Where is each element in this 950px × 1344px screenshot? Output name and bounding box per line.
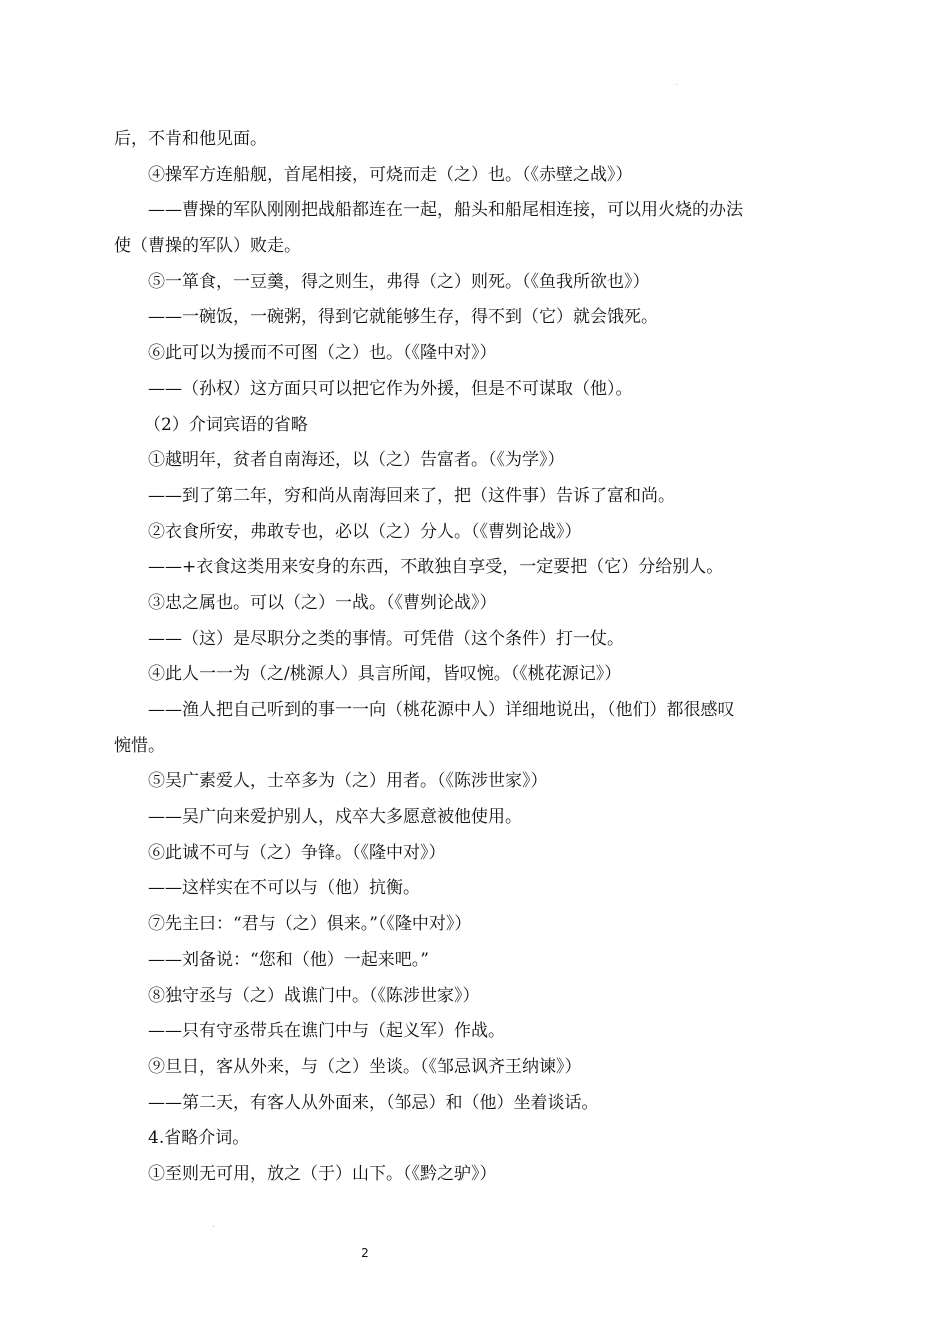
page-body [114, 122, 834, 1193]
translation-line: ——吴广向来爱护别人，戍卒大多愿意被他使用。 [148, 807, 522, 828]
translation-line: ——（孙权）这方面只可以把它作为外援，但是不可谋取（他）。 [148, 378, 633, 399]
example-sentence: ⑥此可以为援而不可图（之）也。（《隆中对》） [148, 343, 497, 364]
example-sentence: ⑤吴广素爱人，士卒多为（之）用者。（《陈涉世家》） [148, 771, 548, 792]
example-sentence: ①至则无可用，放之（于）山下。（《黔之驴》） [148, 1163, 497, 1184]
translation-line: ——刘备说：“您和（他）一起来吧。” [148, 949, 429, 970]
translation-line: ——（这）是尽职分之类的事情。可凭借（这个条件）打一仗。 [148, 628, 624, 649]
section-heading: （2）介词宾语的省略 [144, 414, 308, 435]
translation-line: ——到了第二年，穷和尚从南海回来了，把（这件事）告诉了富和尚。 [148, 485, 675, 506]
page-number: 2 [361, 1246, 369, 1260]
example-sentence: ⑧独守丞与（之）战谯门中。（《陈涉世家》） [148, 985, 480, 1006]
example-sentence: ⑤一箪食，一豆羹，得之则生，弗得（之）则死。（《鱼我所欲也》） [148, 271, 650, 292]
translation-line: ——渔人把自己听到的事一一向（桃花源中人）详细地说出，（他们）都很感叹 [148, 700, 735, 720]
translation-line: ——+衣食这类用来安身的东西，不敢独自享受，一定要把（它）分给别人。 [148, 557, 724, 578]
example-sentence: ②衣食所安，弗敢专也，必以（之）分人。（《曹刿论战》） [148, 521, 582, 542]
example-sentence: ①越明年，贫者自南海还，以（之）告富者。（《为学》） [148, 450, 565, 471]
scan-speck [676, 84, 677, 85]
example-sentence: ④此人一一为（之/桃源人）具言所闻，皆叹惋。（《桃花源记》） [148, 664, 622, 685]
translation-line: ——这样实在不可以与（他）抗衡。 [148, 878, 420, 899]
example-sentence: ④操军方连船舰，首尾相接，可烧而走（之）也。（《赤壁之战》） [148, 164, 633, 185]
text-line: 后，不肯和他见面。 [114, 129, 267, 149]
example-sentence: ⑨旦日，客从外来，与（之）坐谈。（《邹忌讽齐王纳谏》） [148, 1056, 582, 1077]
translation-line: ——第二天，有客人从外面来，（邹忌）和（他）坐着谈话。 [148, 1092, 599, 1113]
scan-speck [213, 1226, 214, 1227]
translation-continuation: 使（曹操的军队）败走。 [114, 236, 301, 257]
translation-line: ——只有守丞带兵在谯门中与（起义军）作战。 [148, 1021, 505, 1042]
example-sentence: ⑦先主曰：“君与（之）俱来。”（《隆中对》） [148, 914, 472, 935]
example-sentence: ③忠之属也。可以（之）一战。（《曹刿论战》） [148, 592, 497, 613]
translation-continuation: 惋惜。 [114, 735, 165, 756]
example-sentence: ⑥此诚不可与（之）争锋。（《隆中对》） [148, 842, 446, 863]
translation-line: ——一碗饭，一碗粥，得到它就能够生存，得不到（它）就会饿死。 [148, 307, 658, 328]
translation-line: ——曹操的军队刚刚把战船都连在一起，船头和船尾相连接，可以用火烧的办法 [148, 200, 743, 221]
section-heading: 4.省略介词。 [148, 1128, 250, 1149]
